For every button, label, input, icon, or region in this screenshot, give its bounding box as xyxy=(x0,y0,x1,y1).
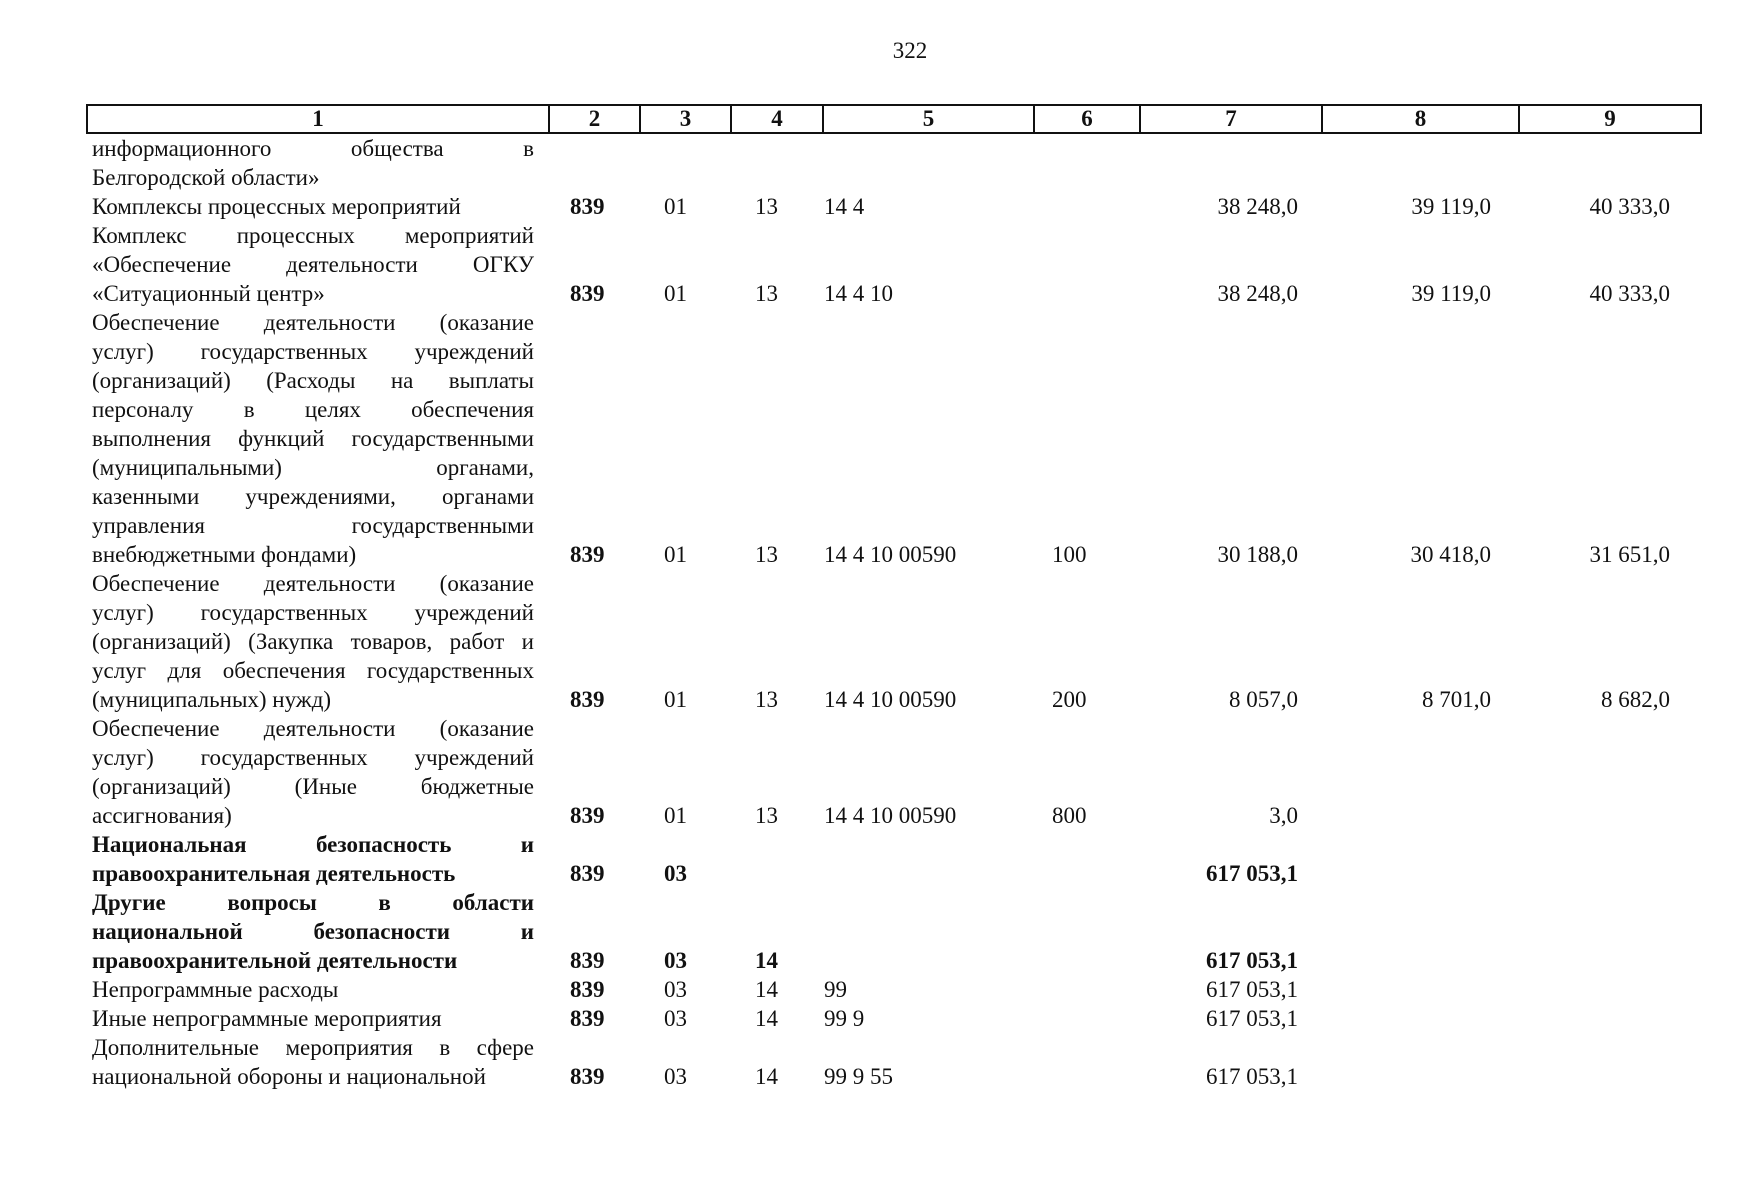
description-line: Непрограммные расходы xyxy=(92,977,339,1002)
description-line: Комплекс процессных мероприятий xyxy=(92,223,534,248)
cell-col-3: 01 xyxy=(664,542,687,567)
description-line: ассигнования) xyxy=(92,803,232,828)
cell-col-6: 100 xyxy=(1052,542,1087,567)
cell-col-4: 13 xyxy=(755,542,778,567)
row-description xyxy=(92,308,534,569)
table-row xyxy=(0,134,1760,192)
cell-col-4: 14 xyxy=(755,948,778,973)
cell-col-4: 14 xyxy=(755,1006,778,1031)
table-row xyxy=(0,192,1760,221)
cell-col-2: 839 xyxy=(570,1064,605,1089)
cell-col-7: 617 053,1 xyxy=(1206,977,1298,1002)
header-col-4: 4 xyxy=(731,105,823,133)
header-col-8: 8 xyxy=(1322,105,1519,133)
table-row xyxy=(0,308,1760,569)
table-row xyxy=(0,221,1760,308)
cell-col-4: 13 xyxy=(755,194,778,219)
row-description xyxy=(92,714,534,830)
header-col-2: 2 xyxy=(549,105,640,133)
cell-col-2: 839 xyxy=(570,861,605,886)
cell-col-5: 14 4 10 xyxy=(824,281,893,306)
cell-col-5: 99 9 xyxy=(824,1006,865,1031)
description-line: национальной безопасности и xyxy=(92,919,534,944)
cell-col-7: 30 188,0 xyxy=(1217,542,1298,567)
description-line: Другие вопросы в области xyxy=(92,890,534,915)
row-description xyxy=(92,1004,534,1033)
description-line: управления государственными xyxy=(92,513,534,538)
cell-col-3: 01 xyxy=(664,687,687,712)
cell-col-7: 617 053,1 xyxy=(1206,948,1298,973)
table-row xyxy=(0,1033,1760,1091)
cell-col-5: 14 4 xyxy=(824,194,865,219)
cell-col-2: 839 xyxy=(570,281,605,306)
cell-col-6: 200 xyxy=(1052,687,1087,712)
page-number: 322 xyxy=(892,38,928,63)
row-description xyxy=(92,221,534,308)
description-line: (организаций) (Расходы на выплаты xyxy=(92,368,534,393)
header-col-1: 1 xyxy=(87,105,549,133)
table-row xyxy=(0,1004,1760,1033)
description-line: (организаций) (Иные бюджетные xyxy=(92,774,534,799)
cell-col-9: 40 333,0 xyxy=(1589,281,1670,306)
table-row xyxy=(0,888,1760,975)
description-line: услуг) государственных учреждений xyxy=(92,745,534,770)
table-row xyxy=(0,975,1760,1004)
cell-col-7: 38 248,0 xyxy=(1217,281,1298,306)
cell-col-2: 839 xyxy=(570,542,605,567)
cell-col-3: 03 xyxy=(664,1064,687,1089)
cell-col-7: 8 057,0 xyxy=(1229,687,1298,712)
description-line: Комплексы процессных мероприятий xyxy=(92,194,461,219)
description-line: внебюджетными фондами) xyxy=(92,542,357,567)
cell-col-3: 03 xyxy=(664,977,687,1002)
table-row xyxy=(0,569,1760,714)
cell-col-9: 40 333,0 xyxy=(1589,194,1670,219)
description-line: Обеспечение деятельности (оказание xyxy=(92,716,534,741)
description-line: Обеспечение деятельности (оказание xyxy=(92,571,534,596)
header-col-9: 9 xyxy=(1519,105,1701,133)
description-line: персоналу в целях обеспечения xyxy=(92,397,534,422)
cell-col-7: 617 053,1 xyxy=(1206,1006,1298,1031)
cell-col-5: 99 xyxy=(824,977,847,1002)
cell-col-3: 03 xyxy=(664,948,687,973)
cell-col-3: 03 xyxy=(664,861,687,886)
row-description xyxy=(92,569,534,714)
cell-col-5: 99 9 55 xyxy=(824,1064,893,1089)
cell-col-2: 839 xyxy=(570,194,605,219)
cell-col-4: 14 xyxy=(755,977,778,1002)
description-line: национальной обороны и национальной xyxy=(92,1064,486,1089)
cell-col-4: 14 xyxy=(755,1064,778,1089)
cell-col-7: 3,0 xyxy=(1269,803,1298,828)
cell-col-8: 8 701,0 xyxy=(1422,687,1491,712)
cell-col-8: 39 119,0 xyxy=(1411,194,1491,219)
cell-col-7: 617 053,1 xyxy=(1206,1064,1298,1089)
description-line: «Ситуационный центр» xyxy=(92,281,325,306)
header-col-3: 3 xyxy=(640,105,731,133)
cell-col-4: 13 xyxy=(755,687,778,712)
description-line: услуг) государственных учреждений xyxy=(92,339,534,364)
table-header xyxy=(86,104,1702,134)
row-description xyxy=(92,975,534,1004)
cell-col-6: 800 xyxy=(1052,803,1087,828)
cell-col-2: 839 xyxy=(570,977,605,1002)
cell-col-8: 39 119,0 xyxy=(1411,281,1491,306)
cell-col-3: 01 xyxy=(664,194,687,219)
header-col-7: 7 xyxy=(1140,105,1322,133)
description-line: Дополнительные мероприятия в сфере xyxy=(92,1035,534,1060)
description-line: услуг для обеспечения государственных xyxy=(92,658,534,683)
description-line: (муниципальными) органами, xyxy=(92,455,534,480)
cell-col-5: 14 4 10 00590 xyxy=(824,803,957,828)
row-description xyxy=(92,888,534,975)
row-description xyxy=(92,134,534,192)
cell-col-2: 839 xyxy=(570,687,605,712)
cell-col-9: 31 651,0 xyxy=(1589,542,1670,567)
row-description xyxy=(92,1033,534,1091)
cell-col-7: 38 248,0 xyxy=(1217,194,1298,219)
cell-col-9: 8 682,0 xyxy=(1601,687,1670,712)
cell-col-4: 13 xyxy=(755,803,778,828)
description-line: правоохранительная деятельность xyxy=(92,861,456,886)
description-line: «Обеспечение деятельности ОГКУ xyxy=(92,252,534,277)
cell-col-2: 839 xyxy=(570,1006,605,1031)
description-line: информационного общества в xyxy=(92,136,534,161)
cell-col-7: 617 053,1 xyxy=(1206,861,1298,886)
description-line: правоохранительной деятельности xyxy=(92,948,458,973)
cell-col-5: 14 4 10 00590 xyxy=(824,687,957,712)
table-body xyxy=(0,134,1760,1091)
description-line: казенными учреждениями, органами xyxy=(92,484,534,509)
cell-col-5: 14 4 10 00590 xyxy=(824,542,957,567)
cell-col-3: 01 xyxy=(664,803,687,828)
header-col-5: 5 xyxy=(823,105,1034,133)
description-line: Национальная безопасность и xyxy=(92,832,534,857)
row-description xyxy=(92,192,534,221)
table-row xyxy=(0,714,1760,830)
description-line: Обеспечение деятельности (оказание xyxy=(92,310,534,335)
header-col-6: 6 xyxy=(1034,105,1140,133)
cell-col-3: 01 xyxy=(664,281,687,306)
description-line: (организаций) (Закупка товаров, работ и xyxy=(92,629,534,654)
description-line: Белгородской области» xyxy=(92,165,320,190)
row-description xyxy=(92,830,534,888)
cell-col-2: 839 xyxy=(570,803,605,828)
table-row xyxy=(0,830,1760,888)
description-line: (муниципальных) нужд) xyxy=(92,687,332,712)
cell-col-4: 13 xyxy=(755,281,778,306)
description-line: Иные непрограммные мероприятия xyxy=(92,1006,442,1031)
description-line: выполнения функций государственными xyxy=(92,426,534,451)
cell-col-2: 839 xyxy=(570,948,605,973)
cell-col-8: 30 418,0 xyxy=(1410,542,1491,567)
cell-col-3: 03 xyxy=(664,1006,687,1031)
description-line: услуг) государственных учреждений xyxy=(92,600,534,625)
